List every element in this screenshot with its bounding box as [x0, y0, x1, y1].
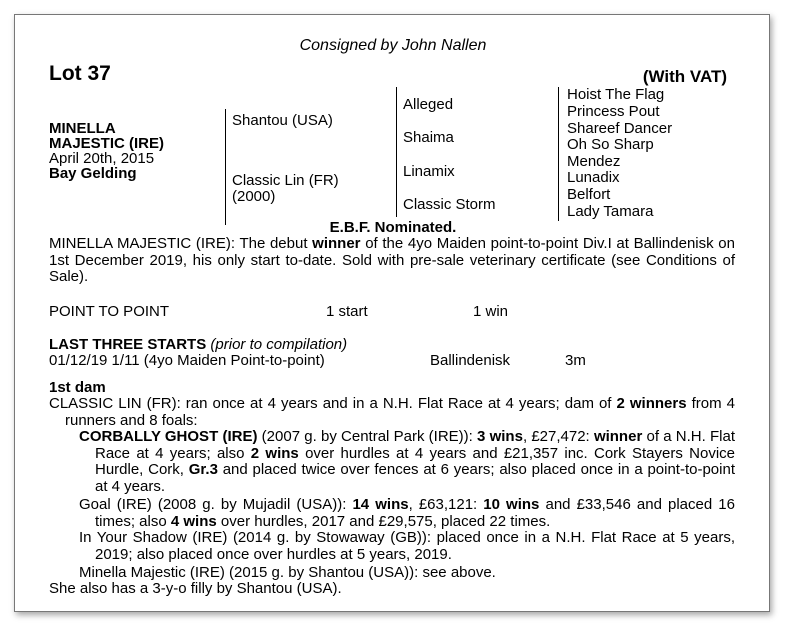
pedigree-gen4-6: Lunadix: [567, 169, 620, 186]
pedigree-bracket-2: [396, 87, 397, 217]
last-start-entry: 01/12/19 1/11 (4yo Maiden Point-to-point): [49, 352, 325, 369]
ptp-starts: 1 start: [326, 303, 368, 320]
pedigree-dam-sire: Linamix: [403, 163, 455, 180]
dam-paragraph: CLASSIC LIN (FR): ran once at 4 years and in a N.H. Flat Race at 4 years; dam of 2 winners from 4 runners and 8 foals:: [49, 395, 735, 429]
foal-in-your-shadow: In Your Shadow (IRE) (2014 g. by Stowaway (GB)): placed once in a N.H. Flat Race at 5 years, 2019; also placed once over hurdles at 5 years, 2019.: [79, 529, 735, 563]
horse-name-line1: MINELLA: [49, 120, 116, 137]
pedigree-bracket-3: [558, 87, 559, 221]
first-dam-heading: 1st dam: [49, 379, 106, 396]
ptp-label: POINT TO POINT: [49, 303, 170, 320]
ptp-wins: 1 win: [473, 303, 509, 320]
pedigree-dam: Classic Lin (FR): [232, 172, 339, 189]
pedigree-gen4-3: Shareef Dancer: [567, 120, 673, 137]
pedigree-gen4-5: Mendez: [567, 153, 621, 170]
horse-details: [49, 121, 164, 181]
lot-number: Lot 37: [49, 62, 111, 85]
pedigree-sire: Shantou (USA): [232, 112, 333, 129]
pedigree-gen4-7: Belfort: [567, 186, 611, 203]
pedigree-gen4-1: Hoist The Flag: [567, 86, 665, 103]
pedigree-sire-sire: Alleged: [403, 96, 454, 113]
filly-note: She also has a 3-y-o filly by Shantou (USA).: [49, 580, 342, 597]
last-start-venue: Ballindenisk: [430, 352, 511, 369]
pedigree-gen4-2: Princess Pout: [567, 103, 660, 120]
pedigree-dam-dam: Classic Storm: [403, 196, 496, 213]
pedigree-gen4-4: Oh So Sharp: [567, 136, 654, 153]
horse-name-line2: MAJESTIC (IRE): [49, 135, 165, 152]
pedigree-bracket-1: [225, 109, 226, 225]
pedigree-dam-year: (2000): [232, 188, 276, 205]
pedigree-gen4-8: Lady Tamara: [567, 203, 654, 220]
last-start-distance: 3m: [565, 352, 586, 369]
catalogue-page: [14, 14, 770, 612]
last-starts-heading: LAST THREE STARTS (prior to compilation): [49, 336, 348, 353]
ebf-nominated: E.B.F. Nominated.: [329, 219, 457, 236]
foaling-date: April 20th, 2015: [49, 150, 155, 167]
foal-minella-majestic: Minella Majestic (IRE) (2015 g. by Shantou (USA)): see above.: [79, 564, 496, 581]
pedigree-sire-dam: Shaima: [403, 129, 454, 146]
foal-corbally-ghost: CORBALLY GHOST (IRE) (2007 g. by Central Park (IRE)): 3 wins, £27,472: winner of a N.H. Flat Race at 4 years; also 2 wins over hurdles at 4 years and £21,357 inc. Cork Stayers Novice Hurdle, Cork, Gr.3 and placed twice over fences at 6 years; also placed once in a point-to-point at 4 years.: [79, 428, 735, 495]
foal-goal: Goal (IRE) (2008 g. by Mujadil (USA)): 14 wins, £63,121: 10 wins and £33,546 and placed 16 times; also 4 wins over hurdles, 2017 and £29,575, placed 22 times.: [79, 496, 735, 530]
intro-paragraph: MINELLA MAJESTIC (IRE): The debut winner of the 4yo Maiden point-to-point Div.I at Ballindenisk on 1st December 2019, his only start to-date. Sold with pre-sale veterinary certificate (see Conditions of Sale).: [49, 235, 735, 285]
consignor-line: Consigned by John Nallen: [299, 37, 487, 54]
horse-description: Bay Gelding: [49, 165, 137, 182]
vat-note: (With VAT): [642, 67, 727, 86]
